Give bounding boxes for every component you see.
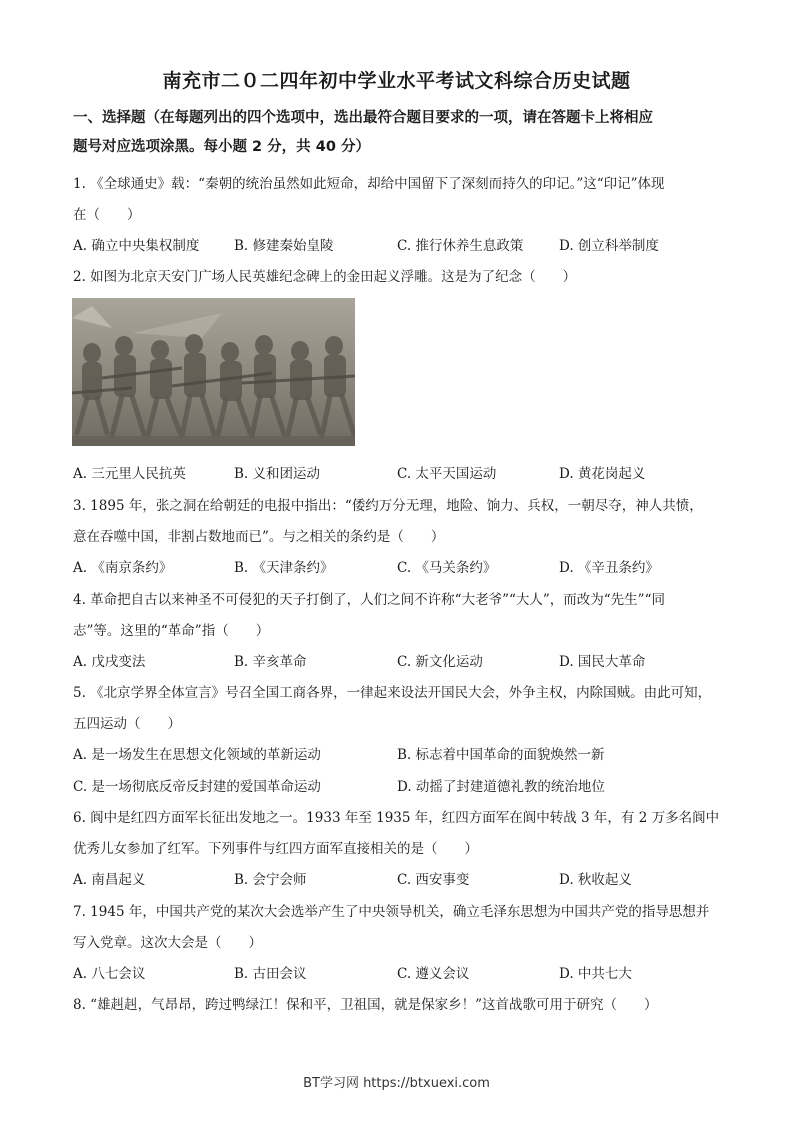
section-heading-line-2: 题号对应选项涂黑。每小题 2 分，共 40 分） [73,139,370,155]
question-2-option-b: B. 义和团运动 [234,466,321,482]
footer-watermark-text: BT学习网 https://btxuexi.com [303,1076,490,1091]
question-4-option-d: D. 国民大革命 [559,654,646,670]
question-1-option-c: C. 推行休养生息政策 [397,238,524,254]
question-1-option-a: A. 确立中央集权制度 [73,238,200,254]
question-6-option-d: D. 秋收起义 [559,872,632,888]
question-5-option-a: A. 是一场发生在思想文化领域的革新运动 [73,747,321,763]
question-3-option-a: A. 《南京条约》 [73,560,173,576]
question-5-line-1: 5. 《北京学界全体宣言》号召全国工商各界，一律起来设法开国民大会，外争主权，内除国贼。由此可知， [73,685,712,701]
relief-sculpture-image [72,298,355,446]
question-1-option-b: B. 修建秦始皇陵 [234,238,334,254]
question-5-option-b: B. 标志着中国革命的面貌焕然一新 [397,747,605,763]
question-2-option-d: D. 黄花岗起义 [559,466,646,482]
question-6-option-b: B. 会宁会师 [234,872,307,888]
section-heading [73,104,723,162]
question-3-option-d: D. 《辛丑条约》 [559,560,659,576]
question-7-option-c: C. 遵义会议 [397,966,470,982]
question-7-option-b: B. 古田会议 [234,966,307,982]
question-3-line-2: 意在吞噬中国，非割占数地而已”。与之相关的条约是（ ） [73,529,445,545]
question-2-option-c: C. 太平天国运动 [397,466,497,482]
question-6-option-c: C. 西安事变 [397,872,470,888]
question-3-option-c: C. 《马关条约》 [397,560,497,576]
question-2-option-a: A. 三元里人民抗英 [73,466,186,482]
question-1-line-1: 1. 《全球通史》载：“秦朝的统治虽然如此短命，却给中国留下了深刻而持久的印记。”这“印记”体现 [73,176,665,192]
question-7-option-a: A. 八七会议 [73,966,146,982]
question-3-option-b: B. 《天津条约》 [234,560,334,576]
page-title: 南充市二０二四年初中学业水平考试文科综合历史试题 [162,70,631,92]
question-4-line-2: 志”等。这里的“革命”指（ ） [73,623,270,639]
section-heading-line-1: 一、选择题（在每题列出的四个选项中，选出最符合题目要求的一项，请在答题卡上将相应 [73,110,653,126]
question-7-option-d: D. 中共七大 [559,966,632,982]
question-3-line-1: 3. 1895 年，张之洞在给朝廷的电报中指出：“倭约万分无理，地险、饷力、兵权，一朝尽夺，神人共愤， [73,498,703,514]
question-6-line-1: 6. 阆中是红四方面军长征出发地之一。1933 年至 1935 年，红四方面军在阆中转战 3 年，有 2 万多名阆中 [73,810,720,826]
question-5-option-d: D. 动摇了封建道德礼教的统治地位 [397,779,605,795]
question-4-option-a: A. 戊戌变法 [73,654,146,670]
relief-sculpture-illustration [72,298,355,446]
question-2-line-1: 2. 如图为北京天安门广场人民英雄纪念碑上的金田起义浮雕。这是为了纪念（ ） [73,269,577,285]
question-5-option-c: C. 是一场彻底反帝反封建的爱国革命运动 [73,779,321,795]
question-7-line-1: 7. 1945 年，中国共产党的某次大会选举产生了中央领导机关，确立毛泽东思想为中国共产党的指导思想并 [73,904,710,920]
question-4-option-b: B. 辛亥革命 [234,654,307,670]
question-6-line-2: 优秀儿女参加了红军。下列事件与红四方面军直接相关的是（ ） [73,841,478,857]
question-1-line-2: 在（ ） [73,207,141,223]
question-8-line-1: 8. “雄赳赳，气昂昂，跨过鸭绿江！保和平，卫祖国，就是保家乡！”这首战歌可用于研究（ ） [73,997,658,1013]
question-4-option-c: C. 新文化运动 [397,654,483,670]
question-7-line-2: 写入党章。这次大会是（ ） [73,935,262,951]
question-5-line-2: 五四运动（ ） [73,716,181,732]
question-4-line-1: 4. 革命把自古以来神圣不可侵犯的天子打倒了，人们之间不许称“大老爷”“大人”，而改为“先生”“同 [73,592,665,608]
question-1-option-d: D. 创立科举制度 [559,238,659,254]
question-6-option-a: A. 南昌起义 [73,872,146,888]
